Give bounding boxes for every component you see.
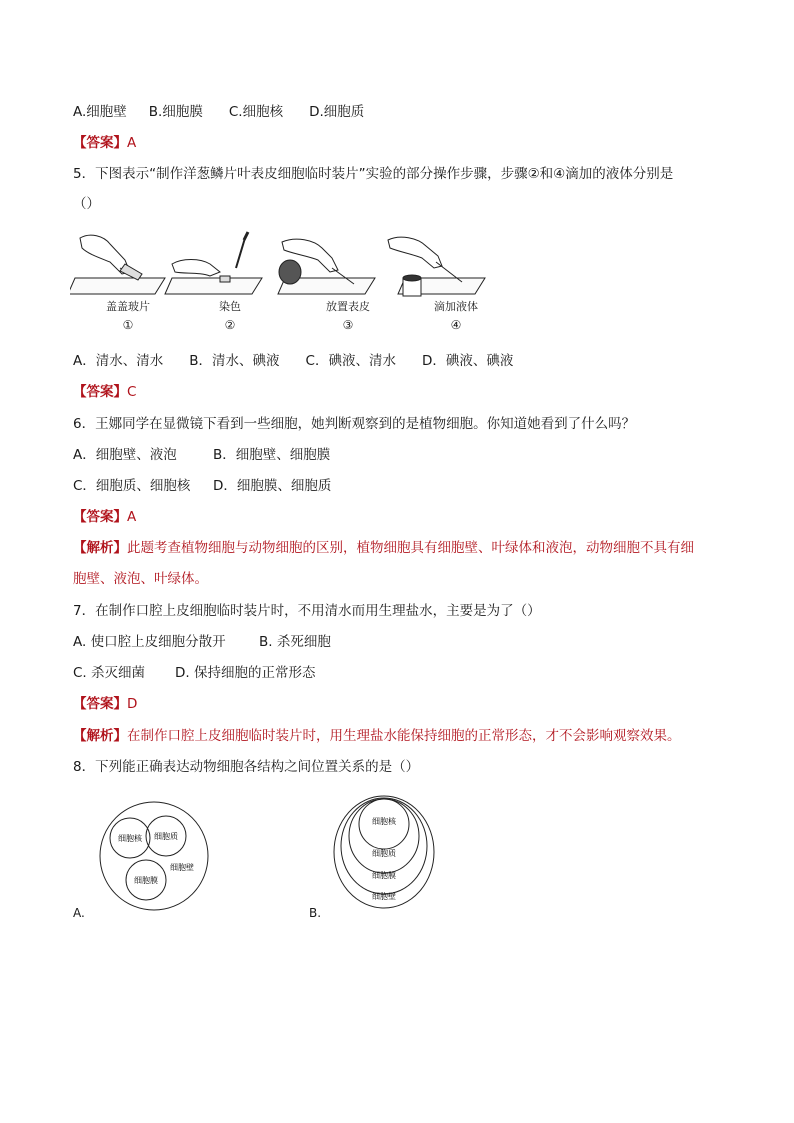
q4-option-b: B.细胞膜 <box>148 104 203 120</box>
figb-cytoplasm-ellipse <box>349 799 419 873</box>
figa-outer-circle <box>100 802 208 910</box>
q8-figure-b <box>332 794 436 910</box>
q6-answer-value: A <box>127 509 137 525</box>
q6-option-b: B．细胞壁、细胞膜 <box>213 447 331 463</box>
figb-nucleus-label: 细胞核 <box>372 817 396 826</box>
analysis-tag: 【解析】 <box>73 540 127 556</box>
q5-stem-line1: 5．下图表示“制作洋葱鳞片叶表皮细胞临时装片”实验的部分操作步骤，步骤②和④滴加的液体分别是 <box>73 166 674 182</box>
q5-answer-value: C <box>127 384 137 400</box>
figa-wall-label: 细胞壁 <box>170 863 194 872</box>
q8-stem: 8．下列能正确表达动物细胞各结构之间位置关系的是（） <box>73 759 420 775</box>
figa-membrane-label: 细胞膜 <box>134 876 158 885</box>
q7-answer-value: D <box>127 696 138 712</box>
q6-options-row2 <box>73 476 331 496</box>
q6-analysis-line2: 胞壁、液泡、叶绿体。 <box>73 571 208 587</box>
answer-tag: 【答案】 <box>73 384 127 400</box>
q7-option-a: A. 使口腔上皮细胞分散开 <box>73 634 226 650</box>
q7-option-c: C. 杀灭细菌 <box>73 665 146 681</box>
q5-option-d: D．碘液、碘液 <box>421 353 514 369</box>
step2-illustration <box>165 232 262 294</box>
analysis-tag: 【解析】 <box>73 728 127 744</box>
step1-illustration <box>70 235 165 294</box>
q5-option-c: C．碘液、清水 <box>305 353 396 369</box>
figb-wall-label: 细胞壁 <box>372 892 396 901</box>
q4-options <box>73 102 364 122</box>
q7-option-b: B. 杀死细胞 <box>259 634 331 650</box>
q4-option-a: A.细胞壁 <box>73 104 127 120</box>
step3-illustration <box>278 239 375 294</box>
q4-option-c: C.细胞核 <box>228 104 284 120</box>
figb-membrane-label: 细胞膜 <box>372 871 396 880</box>
q6-option-a: A．细胞壁、液泡 <box>73 447 177 463</box>
q7-analysis-text: 在制作口腔上皮细胞临时装片时，用生理盐水能保持细胞的正常形态，才不会影响观察效果。 <box>127 728 681 744</box>
q7-options-row2 <box>73 663 315 683</box>
q7-answer <box>73 694 137 714</box>
q6-analysis-text1: 此题考查植物细胞与动物细胞的区别，植物细胞具有细胞壁、叶绿体和液泡，动物细胞不具有细 <box>127 540 694 556</box>
q4-option-d: D.细胞质 <box>309 104 365 120</box>
q7-analysis <box>73 726 681 746</box>
q5-options <box>73 351 513 371</box>
q7-option-d: D. 保持细胞的正常形态 <box>175 665 316 681</box>
q6-analysis-line1 <box>73 538 694 558</box>
q7-options-row1 <box>73 632 331 652</box>
step4-number: ④ <box>450 318 462 332</box>
q6-answer <box>73 507 136 527</box>
q6-option-c: C．细胞质、细胞核 <box>73 478 191 494</box>
figa-cytoplasm-label: 细胞质 <box>154 832 178 841</box>
step4-illustration <box>388 237 485 296</box>
answer-tag: 【答案】 <box>73 509 127 525</box>
q5-option-a: A．清水、清水 <box>73 353 164 369</box>
step2-number: ② <box>224 318 236 332</box>
q7-stem: 7．在制作口腔上皮细胞临时装片时，不用清水而用生理盐水，主要是为了（） <box>73 603 541 619</box>
answer-tag: 【答案】 <box>73 135 127 151</box>
q6-stem: 6．王娜同学在显微镜下看到一些细胞，她判断观察到的是植物细胞。你知道她看到了什么吗？ <box>73 416 636 432</box>
q6-options-row1 <box>73 445 330 465</box>
figa-nucleus-label: 细胞核 <box>118 834 142 843</box>
step3-label: 放置表皮 <box>326 300 370 313</box>
step2-label: 染色 <box>219 300 241 313</box>
q4-answer-value: A <box>127 135 137 151</box>
q5-steps-figure <box>70 228 490 302</box>
step3-number: ③ <box>342 318 354 332</box>
figb-cytoplasm-label: 细胞质 <box>372 849 396 858</box>
step4-label: 滴加液体 <box>434 300 478 313</box>
q4-answer <box>73 133 136 153</box>
answer-tag: 【答案】 <box>73 696 127 712</box>
step1-number: ① <box>122 318 134 332</box>
q8-figure-a <box>96 800 212 912</box>
q8-option-b-letter: B. <box>309 906 322 920</box>
q5-option-b: B．清水、碘液 <box>189 353 280 369</box>
q5-answer <box>73 382 136 402</box>
q8-option-a-letter: A. <box>73 906 85 920</box>
step1-label: 盖盖玻片 <box>106 300 150 313</box>
q6-option-d: D．细胞膜、细胞质 <box>213 478 332 494</box>
q5-stem-line2: （） <box>73 196 100 212</box>
